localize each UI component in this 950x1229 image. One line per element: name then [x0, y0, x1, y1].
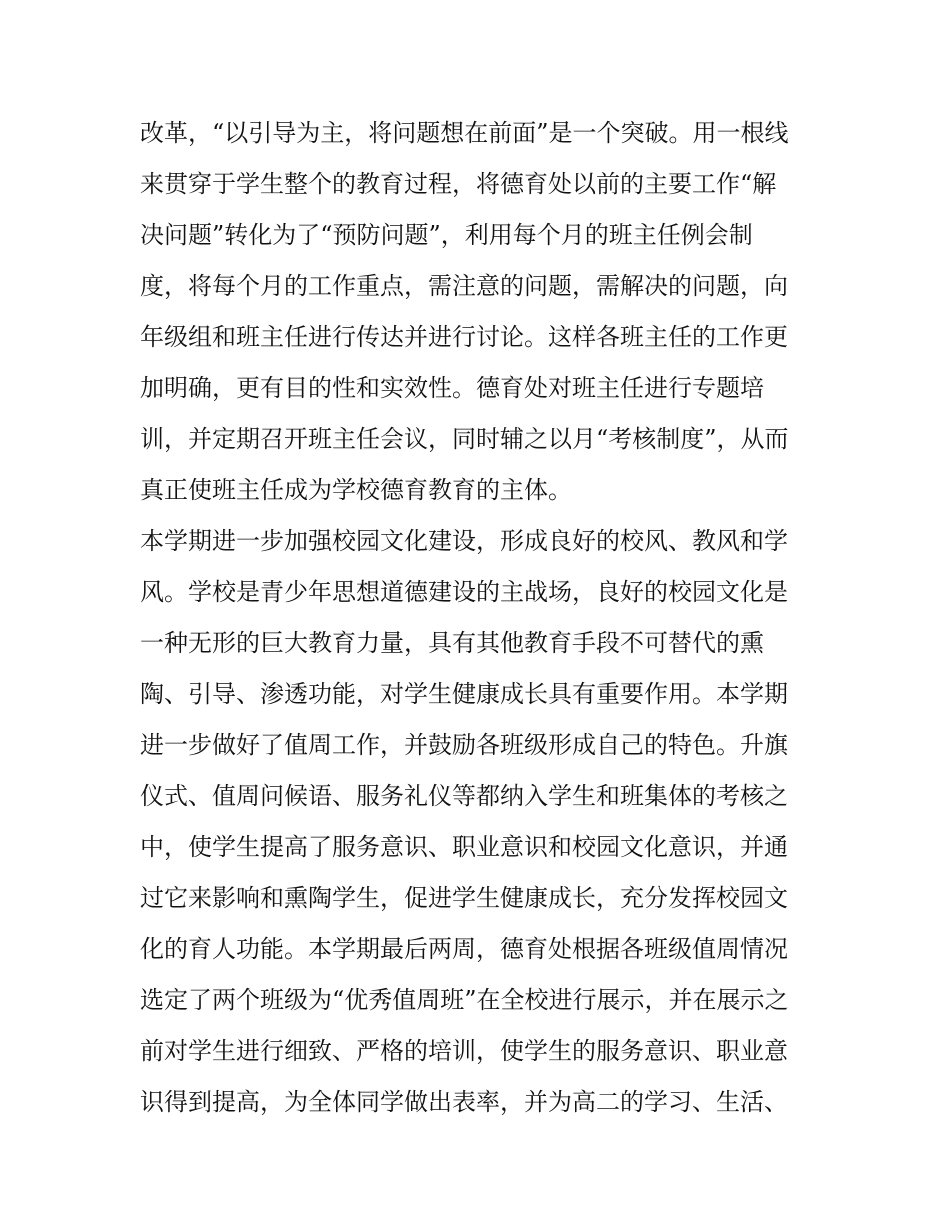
text-line: 度，将每个月的工作重点，需注意的问题，需解决的问题，向 — [140, 272, 788, 300]
text-line: 加明确，更有目的性和实效性。德育处对班主任进行专题培 — [140, 374, 764, 402]
text-line: 年级组和班主任进行传达并进行讨论。这样各班主任的工作更 — [140, 323, 788, 351]
text-line: 仪式、值周问候语、服务礼仪等都纳入学生和班集体的考核之 — [140, 782, 788, 810]
text-line: 过它来影响和熏陶学生，促进学生健康成长，充分发挥校园文 — [140, 884, 788, 912]
text-line: 前对学生进行细致、严格的培训，使学生的服务意识、职业意 — [140, 1037, 788, 1065]
text-line: 训，并定期召开班主任会议，同时辅之以月“考核制度”，从而 — [140, 425, 789, 453]
text-line: 风。学校是青少年思想道德建设的主战场，良好的校园文化是 — [140, 578, 788, 606]
text-line: 化的育人功能。本学期最后两周，德育处根据各班级值周情况 — [140, 935, 788, 963]
text-line: 进一步做好了值周工作，并鼓励各班级形成自己的特色。升旗 — [140, 731, 788, 759]
text-line: 陶、引导、渗透功能，对学生健康成长具有重要作用。本学期 — [140, 680, 788, 708]
text-line: 真正使班主任成为学校德育教育的主体。 — [140, 476, 572, 504]
text-line: 来贯穿于学生整个的教育过程，将德育处以前的主要工作“解 — [140, 170, 777, 198]
body-text — [140, 108, 820, 1128]
text-line: 识得到提高，为全体同学做出表率，并为高二的学习、生活、 — [140, 1088, 788, 1116]
text-line: 本学期进一步加强校园文化建设，形成良好的校风、教风和学 — [140, 527, 788, 555]
text-line: 一种无形的巨大教育力量，具有其他教育手段不可替代的熏 — [140, 629, 764, 657]
text-line: 中，使学生提高了服务意识、职业意识和校园文化意识，并通 — [140, 833, 788, 861]
text-line: 选定了两个班级为“优秀值周班”在全校进行展示，并在展示之 — [140, 986, 789, 1014]
text-line: 决问题”转化为了“预防问题”，利用每个月的班主任例会制 — [140, 221, 753, 249]
text-line: 改革，“以引导为主，将问题想在前面”是一个突破。用一根线 — [140, 119, 789, 147]
